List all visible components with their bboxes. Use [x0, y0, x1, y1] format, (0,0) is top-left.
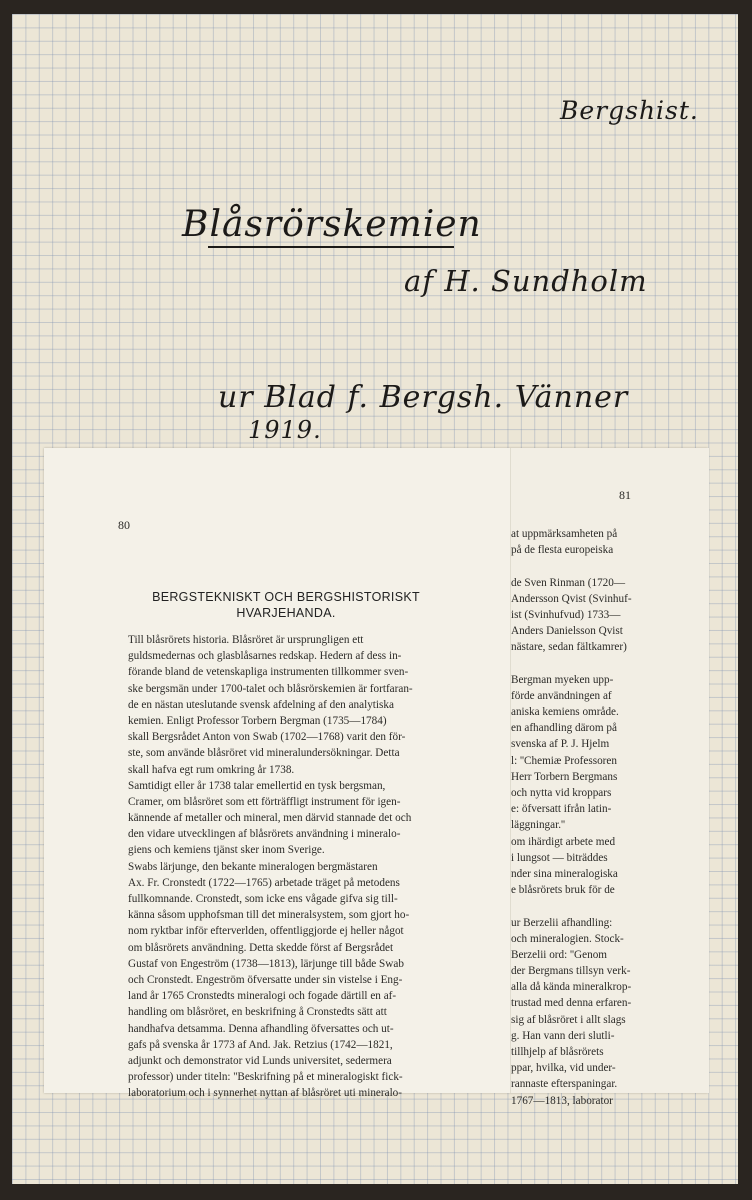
- text-line: [511, 656, 709, 672]
- text-line: Till blåsrörets historia. Blåsröret är ursprungligen ett: [128, 634, 364, 646]
- handwritten-year: 1919.: [248, 416, 322, 444]
- handwritten-source: ur Blad f. Bergsh. Vänner: [218, 380, 629, 415]
- text-line: e: öfversatt ifrån latin-: [511, 803, 612, 816]
- text-line: sig af blåsröret i allt slags: [511, 1013, 626, 1026]
- clipping-left-page: [44, 448, 510, 1100]
- text-line: e blåsrörets bruk för de: [511, 884, 615, 897]
- text-line: fullkomnande. Cronstedt, som icke ens vågade gifva sig till-: [128, 893, 398, 905]
- text-line: nästare, sedan fältkamrer): [511, 641, 627, 654]
- text-line: och Cronstedt. Engeström öfversatte under sin vistelse i Eng-: [128, 973, 403, 986]
- text-line: skall Bergsrådet Anton von Swab (1702—1768) varit den för-: [128, 731, 406, 744]
- text-line: om ihärdigt arbete med: [511, 835, 616, 848]
- text-line: Andersson Qvist (Svinhuf-: [511, 592, 632, 605]
- page-number-right: 81: [619, 488, 631, 502]
- text-line: laboratorium och i synnerhet nyttan af blåsröret uti mineralo-: [128, 1087, 403, 1100]
- text-line: land år 1765 Cronstedts mineralogi och fogade därtill en af-: [128, 990, 397, 1003]
- text-line: förande bland de vetenskapliga instrumenten tillkommer sven-: [128, 666, 409, 679]
- text-line: handhafva detsamma. Denna afhandling öfversattes och ut-: [128, 1022, 394, 1035]
- text-line: tillhjelp af blåsrörets: [511, 1046, 604, 1058]
- text-line: ske bergsmän under 1700-talet och blåsrörskemien är fortfaran-: [128, 682, 413, 695]
- text-line: Gustaf von Engeström (1738—1813), lärjunge till både Swab: [128, 957, 404, 970]
- text-line: Herr Torbern Bergmans: [511, 770, 618, 783]
- text-line: och mineralogien. Stock-: [511, 932, 624, 945]
- text-line: ste, som använde blåsröret vid mineralundersökningar. Detta: [128, 747, 400, 760]
- text-line: der Bergmans tillsyn verk-: [511, 965, 631, 978]
- text-line: kännende af metaller och mineral, men därvid stannade det och: [128, 812, 412, 825]
- text-line: g. Han vann deri slutli-: [511, 1029, 615, 1042]
- newspaper-clipping: [44, 448, 708, 1107]
- handwritten-category: Bergshist.: [560, 96, 699, 125]
- text-line: de en nästan uteslutande svensk afdelning af den analytiska: [128, 698, 394, 711]
- text-line: den vidare utvecklingen af blåsrörets användning i mineralo-: [128, 828, 401, 841]
- text-line: Berzelii ord: ''Genom: [511, 948, 607, 961]
- text-line: känna såsom upphofsman till det mineralsystem, som gjort ho-: [128, 909, 410, 922]
- text-line: 1767—1813, laborator: [511, 1094, 613, 1107]
- heading-line-1: BERGSTEKNISKT OCH BERGSHISTORISKT: [152, 590, 420, 604]
- text-line: förde användningen af: [511, 689, 612, 702]
- article-heading: [136, 589, 436, 621]
- text-line: Cramer, om blåsröret som ett förträffligt instrument för igen-: [128, 795, 401, 808]
- text-line: at uppmärksamheten på: [511, 528, 618, 540]
- text-line: [511, 558, 709, 574]
- text-line: på de flesta europeiska: [511, 544, 614, 557]
- text-line: och nytta vid kroppars: [511, 787, 612, 799]
- text-line: ur Berzelii afhandling:: [511, 916, 613, 929]
- text-line: gafs på svenska år 1773 af And. Jak. Retzius (1742—1821,: [128, 1038, 393, 1051]
- text-line: nom ryktbar inför efterverlden, offentliggjorde ej heller något: [128, 925, 404, 938]
- right-text-column: [511, 526, 709, 1109]
- text-line: Bergman myeken upp-: [511, 673, 614, 686]
- text-line: ist (Svinhufvud) 1733—: [511, 608, 621, 621]
- text-line: de Sven Rinman (1720—: [511, 576, 626, 589]
- text-line: giens och kemiens tjänst sker inom Sverige.: [128, 844, 325, 857]
- text-line: rannaste efterspaningar.: [511, 1078, 618, 1091]
- text-line: Samtidigt eller år 1738 talar emellertid en tysk bergsman,: [128, 779, 386, 792]
- text-line: [511, 898, 709, 914]
- handwritten-title: Blåsrörskemien: [182, 204, 482, 245]
- text-line: Swabs lärjunge, den bekante mineralogen bergmästaren: [128, 860, 378, 873]
- text-line: om blåsrörets användning. Detta skedde först af Bergsrådet: [128, 941, 394, 954]
- text-line: handling om blåsröret, en beskrifning å Cronstedts sätt att: [128, 1006, 387, 1019]
- text-line: Anders Danielsson Qvist: [511, 625, 623, 638]
- clipping-right-page: [510, 448, 709, 1107]
- left-text-column: [128, 632, 500, 1101]
- text-line: alla då kända mineralkrop-: [511, 981, 632, 994]
- text-line: guldsmedernas och glasblåsarnes redskap. Hedern af dess in-: [128, 650, 402, 663]
- text-line: l: ''Chemiæ Professoren: [511, 754, 617, 767]
- text-line: i lungsot — biträddes: [511, 851, 608, 864]
- text-line: aniska kemiens område.: [511, 706, 619, 719]
- text-line: nder sina mineralogiska: [511, 867, 618, 880]
- text-line: en afhandling därom på: [511, 722, 617, 735]
- heading-line-2: HVARJEHANDA.: [236, 606, 336, 620]
- text-line: trustad med denna erfaren-: [511, 997, 632, 1010]
- text-line: Ax. Fr. Cronstedt (1722—1765) arbetade träget på metodens: [128, 876, 400, 889]
- text-line: svenska af P. J. Hjelm: [511, 738, 610, 751]
- title-underline: [208, 246, 454, 248]
- text-line: skall hafva egt rum omkring år 1738.: [128, 763, 295, 776]
- page-number-left: 80: [118, 518, 130, 532]
- handwritten-author: af H. Sundholm: [404, 264, 648, 298]
- text-line: ppar, hvilka, vid under-: [511, 1062, 616, 1075]
- text-line: adjunkt och demonstrator vid Lunds universitet, sedermera: [128, 1054, 392, 1067]
- text-line: kemien. Enligt Professor Torbern Bergman (1735—1784): [128, 714, 387, 727]
- text-line: läggningar.'': [511, 819, 566, 832]
- text-line: professor) under titeln: ''Beskrifning på et mineralogiskt fick-: [128, 1071, 403, 1084]
